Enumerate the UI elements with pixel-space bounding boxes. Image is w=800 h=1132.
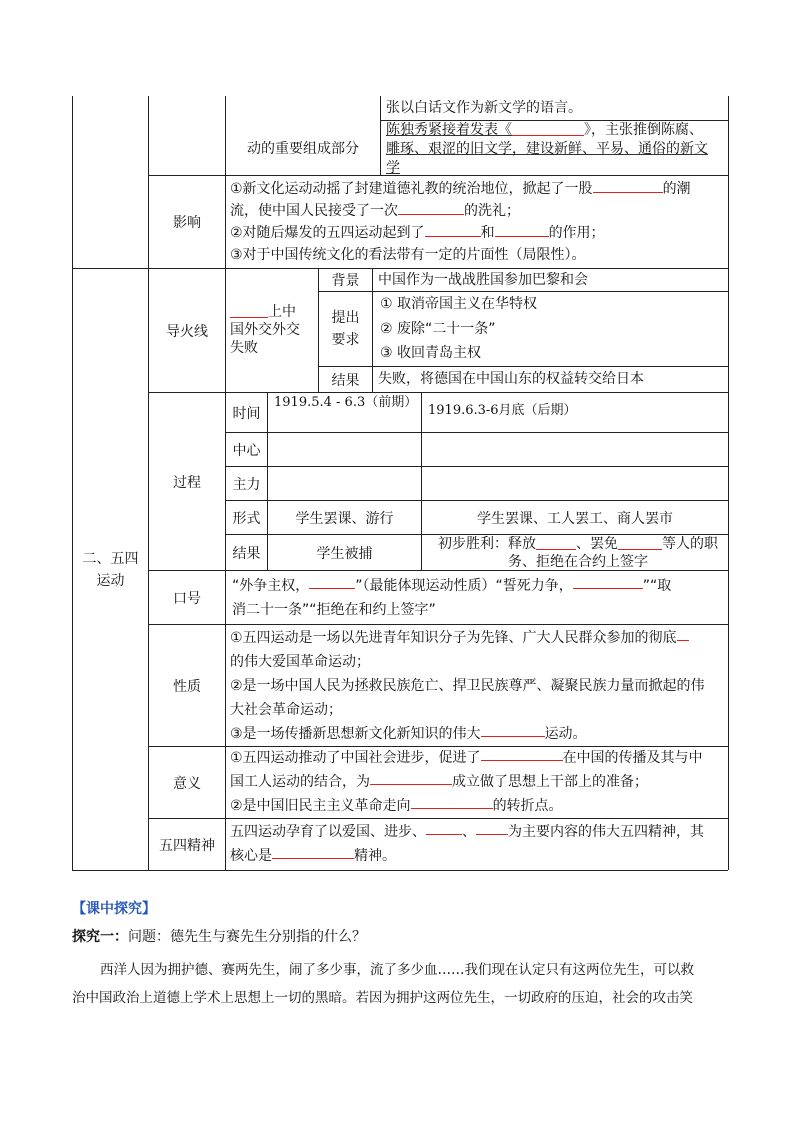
answer-blank[interactable] <box>426 820 462 835</box>
demands-label: 提出要求 <box>331 310 360 348</box>
section-heading: 【课中探究】 <box>72 901 156 917</box>
force-label: 主力 <box>232 476 261 493</box>
time-early: 1919.5.4 - 6.3（前期） <box>274 395 418 410</box>
answer-blank[interactable] <box>272 844 354 859</box>
nature-label: 性质 <box>173 678 201 695</box>
spirit-content: 五四运动孕育了以爱国、进步、 、 为主要内容的伟大五四精神，其 核心是 精神。 <box>230 820 726 868</box>
answer-blank[interactable] <box>476 820 508 835</box>
answer-blank[interactable] <box>411 794 493 809</box>
list-item: ② 废除“二十一条” <box>380 320 496 337</box>
list-item: ① 取消帝国主义在华特权 <box>380 296 538 312</box>
answer-blank[interactable] <box>481 746 563 761</box>
meaning-content: ①五四运动推动了中国社会进步，促进了 在中国的传播及其与中 国工人运动的结合，为 成立做了思想上干部上的准备； ②是中国旧民主主义革命走向 的转折点。 <box>230 746 726 818</box>
answer-blank[interactable] <box>593 178 663 193</box>
demands-list <box>380 292 726 366</box>
res-label: 结果 <box>232 545 261 562</box>
content-label: 动的重要组成部分 <box>247 141 359 157</box>
answer-blank[interactable] <box>370 770 452 785</box>
impact-label: 影响 <box>173 215 201 231</box>
center-label: 中心 <box>232 442 261 459</box>
form-label: 形式 <box>232 510 261 527</box>
meaning-label: 意义 <box>173 775 201 792</box>
form-late: 学生罢课、工人罢工、商人罢市 <box>477 510 673 527</box>
answer-blank[interactable] <box>677 626 689 641</box>
answer-blank[interactable] <box>230 303 268 318</box>
answer-blank[interactable] <box>481 722 545 737</box>
answer-blank[interactable] <box>536 535 576 550</box>
content-line: 张以白话文作为新文学的语言。 <box>386 100 582 116</box>
process-label: 过程 <box>173 474 201 491</box>
list-item: ③ 收回青岛主权 <box>380 345 482 361</box>
nature-content: ①五四运动是一场以先进青年知识分子为先锋、广大人民群众参加的彻底 的伟大爱国革命运动； ②是一场中国人民为拯救民族危亡、捍卫民族尊严、凝聚民族力量而掀起的伟 大社会革命运动； ③是一场传播新思想新文化新知识的伟大 运动。 <box>230 626 726 746</box>
background-label: 背景 <box>331 273 360 289</box>
background-text: 中国作为一战战胜国参加巴黎和会 <box>378 272 588 288</box>
impact-content: ①新文化运动动摇了封建道德礼教的统治地位，掀起了一股 的潮 流，使中国人民接受了一次 的洗礼； ②对随后爆发的五四运动起到了 和 的作用； ③对于中国传统文化的看法带有一定的片面性（局限性）。 <box>230 178 726 266</box>
answer-blank[interactable] <box>398 200 464 215</box>
fuse-description: 上中 国外交外交 失败 <box>230 304 300 356</box>
section-label: 二、五四运动 <box>82 550 139 589</box>
chen-duxiu-text: 陈独秀紧接着发表《 》，主张推倒陈腐、 雕琢、艰涩的旧文学，建设新鲜、平易、通俗的新文 学 <box>386 122 708 176</box>
spirit-label: 五四精神 <box>159 837 215 854</box>
answer-blank[interactable] <box>425 222 481 237</box>
res-early: 学生被捕 <box>316 545 373 562</box>
fuse-label: 导火线 <box>166 323 208 340</box>
time-late: 1919.6.3-6月底（后期） <box>428 403 577 418</box>
answer-blank[interactable] <box>618 535 662 550</box>
time-label: 时间 <box>232 405 261 422</box>
answer-blank[interactable] <box>309 574 355 589</box>
form-early: 学生罢课、游行 <box>295 510 394 527</box>
answer-blank[interactable] <box>495 222 549 237</box>
answer-blank[interactable] <box>512 121 584 136</box>
res-late: 初步胜利：释放 、罢免 等人的职 务、拒绝在合约上签字 <box>438 536 718 570</box>
explore-paragraph: 西洋人因为拥护德、赛两先生，闹了多少事，流了多少血……我们现在认定只有这两位先生，可以救 治中国政治上道德上学术上思想上一切的黑暗。若因为拥护这两位先生，一切政府的压迫，社会的攻击笑 <box>72 962 694 1006</box>
explore-question: 探究一：问题：德先生与赛先生分别指的什么？ <box>72 929 366 945</box>
result-label: 结果 <box>331 372 360 389</box>
slogan-label: 口号 <box>173 590 201 607</box>
result-text: 失败，将德国在中国山东的权益转交给日本 <box>378 371 644 387</box>
slogan-content: “外争主权， ”（最能体现运动性质）“誓死力争， ”“取 消二十一条”“拒绝在和约上签字” <box>232 574 726 622</box>
answer-blank[interactable] <box>573 574 643 589</box>
